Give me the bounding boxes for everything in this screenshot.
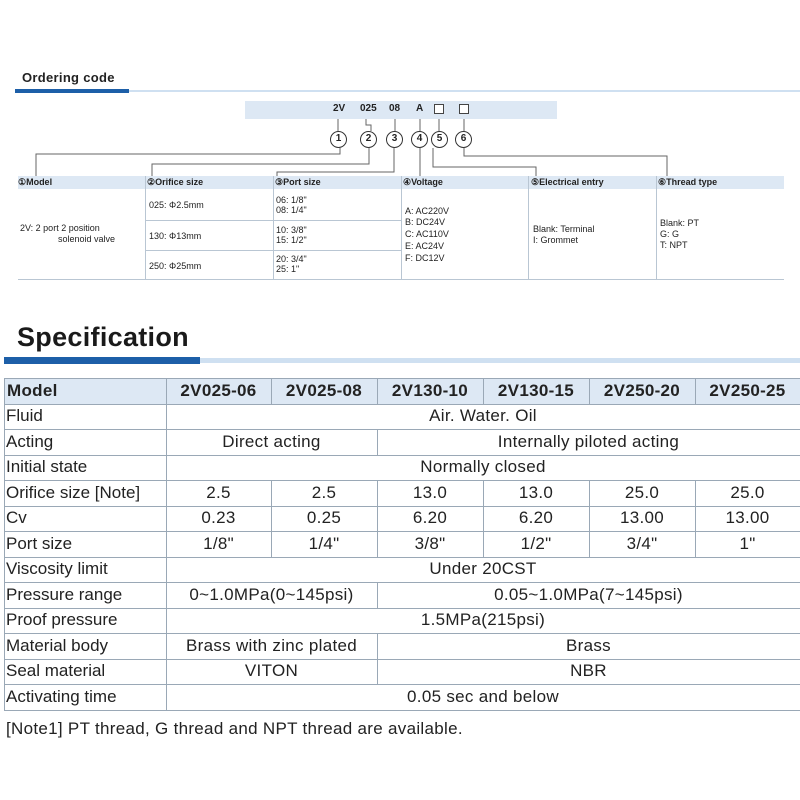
col-divider: [4, 378, 5, 710]
voltage-option: A: AC220V: [405, 206, 450, 216]
voltage-option: B: DC24V: [405, 217, 446, 227]
row-label-orifice-size: Orifice size [Note]: [6, 483, 141, 502]
row-divider: [4, 659, 800, 660]
material-body-large: Brass: [566, 636, 611, 655]
cv-cell: 6.20: [412, 508, 448, 527]
orifice-cell: 25.0: [730, 483, 765, 502]
port-cell: 3/8": [414, 534, 446, 553]
model-text: 2V: 2 port 2 position: [20, 223, 100, 233]
row-label-pressure-range: Pressure range: [6, 585, 123, 604]
voltage-option: F: DC12V: [405, 253, 445, 263]
electrical-option: I: Grommet: [533, 235, 579, 245]
header-model-number: 2V250-25: [709, 381, 786, 400]
circle-marker-6: 6: [455, 131, 472, 148]
code-part-voltage: A: [416, 103, 424, 114]
cv-cell: 13.00: [725, 508, 770, 527]
cv-cell: 0.23: [201, 508, 236, 527]
header-port-size: ③Port size: [275, 177, 321, 187]
row-divider: [145, 250, 401, 251]
viscosity-value: Under 20CST: [429, 559, 537, 578]
col-divider: [273, 176, 274, 280]
row-label-activating-time: Activating time: [6, 687, 117, 706]
row-divider: [4, 378, 800, 379]
port-cell: 1/8": [203, 534, 234, 553]
cv-cell: 0.25: [306, 508, 342, 527]
row-label-cv: Cv: [6, 508, 27, 527]
col-divider: [145, 176, 146, 280]
row-label-initial-state: Initial state: [6, 457, 88, 476]
orifice-cell: 13.0: [518, 483, 554, 502]
row-divider: [4, 608, 800, 609]
port-cell: 1/4": [308, 534, 340, 553]
port-cell: 1": [739, 534, 756, 553]
header-orifice-size: ②Orifice size: [147, 177, 204, 187]
circle-marker-4: 4: [411, 131, 428, 148]
pressure-range-small: 0~1.0MPa(0~145psi): [189, 585, 354, 604]
header-thread-type: ⑥Thread type: [658, 177, 718, 187]
row-label-port-size: Port size: [6, 534, 73, 553]
circle-marker-1: 1: [330, 131, 347, 148]
port-option: 15: 1/2": [276, 235, 307, 245]
table-bottom-rule: [18, 279, 784, 280]
activating-time-value: 0.05 sec and below: [407, 687, 559, 706]
port-option: 25: 1": [276, 264, 300, 274]
row-divider: [4, 480, 800, 481]
row-label-viscosity: Viscosity limit: [6, 559, 108, 578]
ordering-code-leader-lines: [0, 0, 800, 180]
row-label-proof-pressure: Proof pressure: [6, 610, 118, 629]
fluid-value: Air. Water. Oil: [429, 406, 537, 425]
header-model-number: 2V025-08: [285, 381, 363, 400]
row-divider: [4, 531, 800, 532]
header-model-number: 2V130-15: [497, 381, 575, 400]
code-part-series: 2V: [333, 103, 346, 114]
material-body-small: Brass with zinc plated: [185, 636, 357, 655]
port-option: 08: 1/4": [276, 205, 307, 215]
thread-option: G: G: [660, 229, 680, 239]
thread-option: T: NPT: [660, 240, 688, 250]
orifice-option: 025: Φ2.5mm: [149, 200, 204, 210]
voltage-option: E: AC24V: [405, 241, 445, 251]
col-divider: [401, 176, 402, 280]
voltage-option: C: AC110V: [405, 229, 449, 239]
header-model: Model: [7, 381, 58, 400]
footnote: [Note1] PT thread, G thread and NPT thread are available.: [6, 719, 463, 738]
col-divider: [528, 176, 529, 280]
model-text: solenoid valve: [58, 234, 116, 244]
row-divider: [4, 710, 800, 711]
code-part-orifice: 025: [360, 103, 377, 114]
row-divider: [4, 557, 800, 558]
orifice-option: 130: Φ13mm: [149, 231, 202, 241]
electrical-option: Blank: Terminal: [533, 224, 595, 234]
specification-title: Specification: [17, 322, 189, 352]
header-voltage: ④Voltage: [403, 177, 443, 187]
row-divider: [4, 633, 800, 634]
cv-cell: 6.20: [518, 508, 554, 527]
header-electrical-entry: ⑤Electrical entry: [531, 177, 604, 187]
port-option: 20: 3/4": [276, 254, 307, 264]
row-divider: [4, 429, 800, 430]
proof-pressure-value: 1.5MPa(215psi): [420, 610, 546, 629]
orifice-cell: 25.0: [624, 483, 660, 502]
port-cell: 3/4": [626, 534, 658, 553]
orifice-option: 250: Φ25mm: [149, 261, 202, 271]
section-rule-light: [200, 358, 800, 363]
cv-cell: 13.00: [619, 508, 665, 527]
initial-state-value: Normally closed: [420, 457, 546, 476]
row-divider: [4, 684, 800, 685]
acting-piloted: Internally piloted acting: [497, 432, 680, 451]
row-label-seal-material: Seal material: [6, 661, 106, 680]
row-label-fluid: Fluid: [6, 406, 43, 425]
row-divider: [145, 220, 401, 221]
row-label-material-body: Material body: [6, 636, 109, 655]
header-model-number: 2V130-10: [391, 381, 469, 400]
section-rule: [4, 357, 200, 364]
circle-marker-3: 3: [386, 131, 403, 148]
code-part-port: 08: [389, 103, 401, 114]
orifice-cell: 13.0: [412, 483, 448, 502]
row-divider: [4, 582, 800, 583]
row-divider: [4, 506, 800, 507]
orifice-cell: 2.5: [311, 483, 337, 502]
port-cell: 1/2": [520, 534, 552, 553]
row-divider: [4, 455, 800, 456]
thread-option: Blank: PT: [660, 218, 700, 228]
ordering-code-table: [18, 176, 784, 280]
pressure-range-large: 0.05~1.0MPa(7~145psi): [494, 585, 683, 604]
orifice-cell: 2.5: [206, 483, 231, 502]
header-model-number: 2V250-20: [603, 381, 681, 400]
acting-direct: Direct acting: [222, 432, 321, 451]
row-divider: [4, 404, 800, 405]
port-option: 10: 3/8": [276, 225, 307, 235]
header-model: ①Model: [18, 177, 53, 187]
seal-material-large: NBR: [570, 661, 607, 680]
row-label-acting: Acting: [6, 432, 54, 451]
header-model-number: 2V025-06: [180, 381, 257, 400]
seal-material-small: VITON: [244, 661, 299, 680]
circle-marker-5: 5: [431, 131, 448, 148]
circle-marker-2: 2: [360, 131, 377, 148]
col-divider: [656, 176, 657, 280]
ordering-code-title: Ordering code: [22, 70, 115, 85]
port-option: 06: 1/8": [276, 195, 307, 205]
